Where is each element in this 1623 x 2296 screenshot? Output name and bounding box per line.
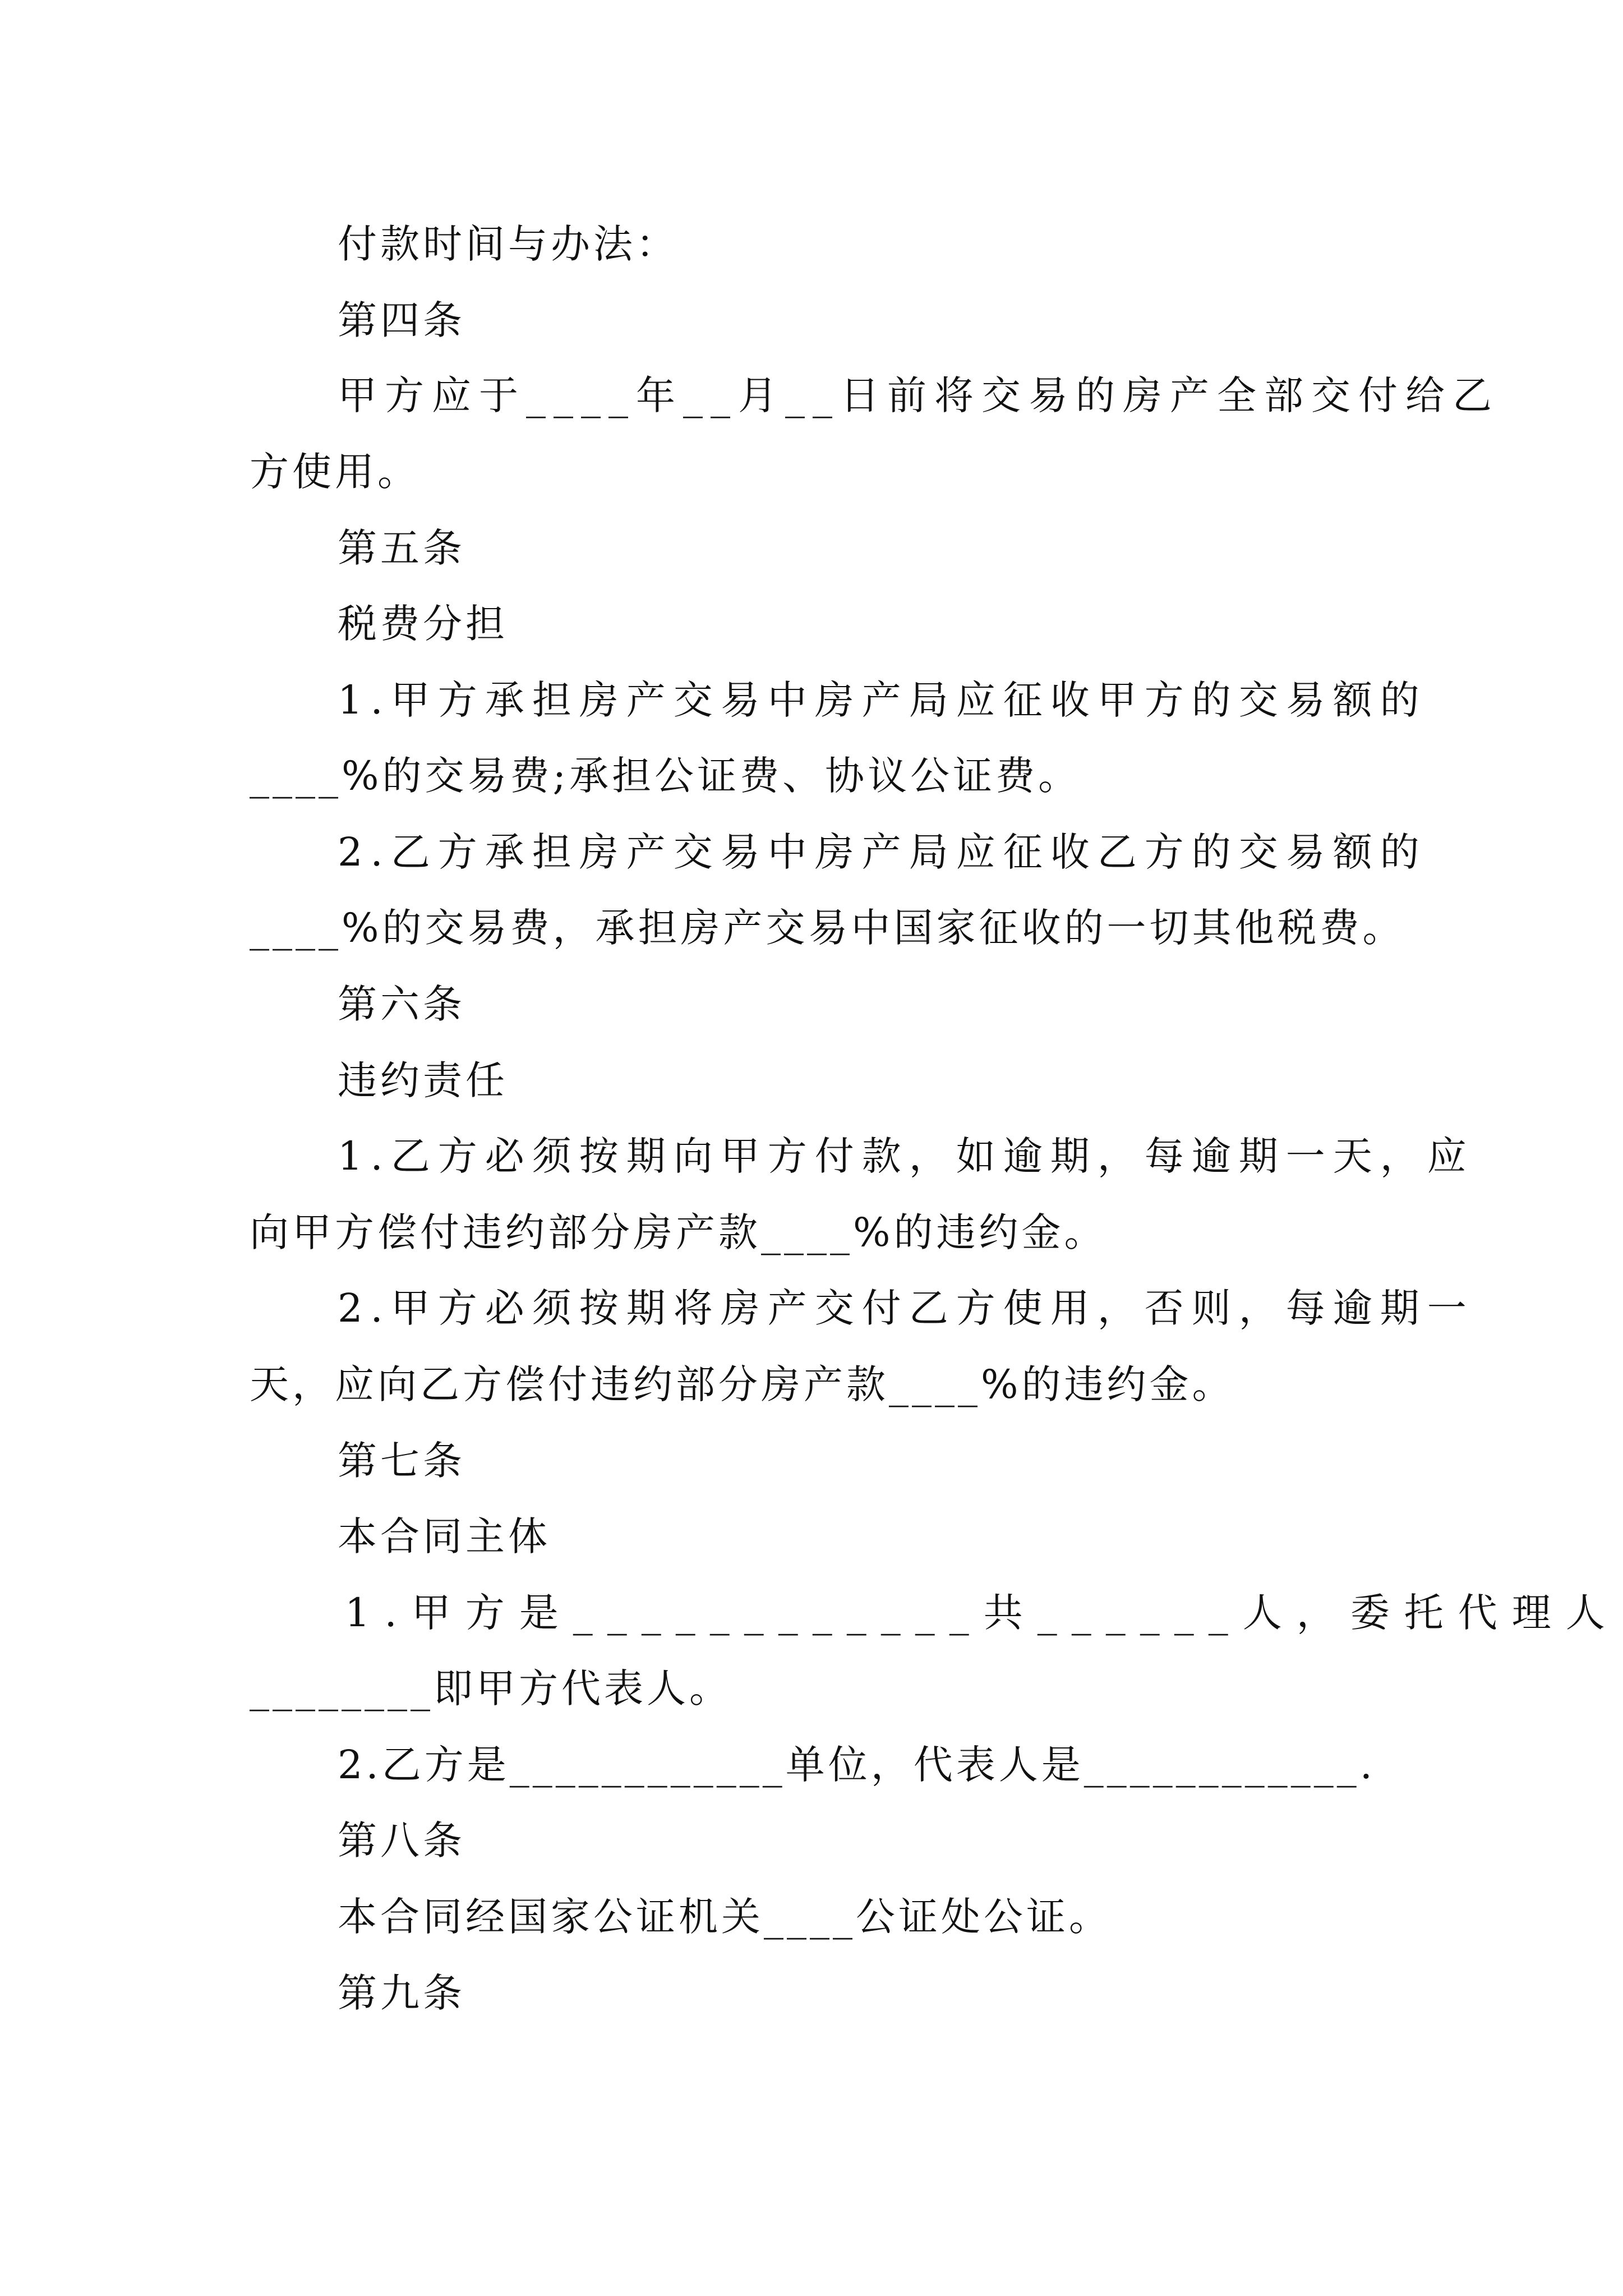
article-5-item-2-line-1: 2.乙方承担房产交易中房产局应征收乙方的交易额的 [338, 829, 1427, 875]
article-4-text-line-2: 方使用。 [250, 449, 420, 495]
article-5-item-1-line-2: ____%的交易费;承担公证费、协议公证费。 [250, 753, 1081, 799]
article-7-item-1-line-2: ________即甲方代表人。 [250, 1665, 732, 1711]
article-8-text: 本合同经国家公证机关____公证处公证。 [338, 1894, 1112, 1940]
article-5-item-2-line-2: ____%的交易费，承担房产交易中国家征收的一切其他税费。 [250, 905, 1405, 951]
article-6-item-2-line-2: 天，应向乙方偿付违约部分房产款____%的违约金。 [250, 1361, 1235, 1407]
payment-time-method: 付款时间与办法： [338, 221, 679, 267]
article-7-heading: 第七条 [338, 1438, 465, 1484]
article-6-item-1-line-1: 1.乙方必须按期向甲方付款，如逾期，每逾期一天，应 [338, 1133, 1474, 1179]
article-4-heading: 第四条 [338, 297, 465, 343]
article-7-title: 本合同主体 [338, 1513, 551, 1559]
article-7-item-1-line-1: 1.甲方是____________共______人，委托代理人 [345, 1590, 1620, 1636]
article-6-heading: 第六条 [338, 981, 465, 1027]
article-4-text-line-1: 甲方应于____年__月__日前将交易的房产全部交付给乙 [338, 372, 1500, 418]
article-6-title: 违约责任 [338, 1057, 508, 1103]
article-8-heading: 第八条 [338, 1818, 465, 1864]
article-5-title: 税费分担 [338, 601, 508, 647]
article-5-heading: 第五条 [338, 525, 465, 571]
article-9-heading: 第九条 [338, 1970, 465, 2016]
article-6-item-1-line-2: 向甲方偿付违约部分房产款____%的违约金。 [250, 1209, 1107, 1255]
article-7-item-2: 2.乙方是____________单位，代表人是____________. [338, 1742, 1376, 1788]
article-6-item-2-line-1: 2.甲方必须按期将房产交付乙方使用，否则，每逾期一 [338, 1285, 1474, 1331]
article-5-item-1-line-1: 1.甲方承担房产交易中房产局应征收甲方的交易额的 [338, 677, 1427, 723]
